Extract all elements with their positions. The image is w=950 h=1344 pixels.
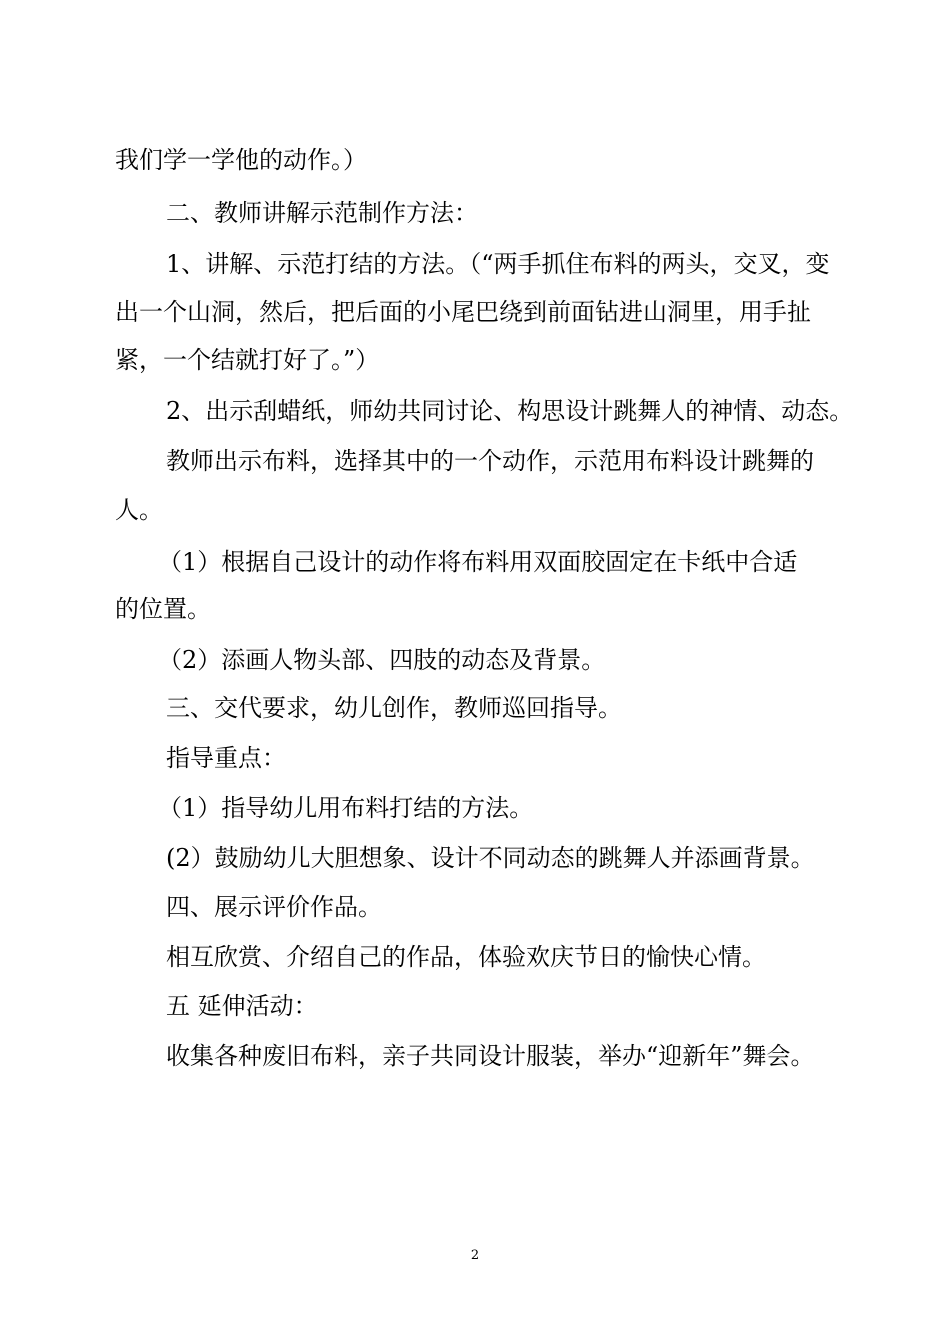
section-heading-4: 四、展示评价作品。	[166, 893, 382, 921]
text-line-19: 收集各种废旧布料，亲子共同设计服装，举办“迎新年”舞会。	[166, 1042, 815, 1070]
text-line-15: (2）鼓励幼儿大胆想象、设计不同动态的跳舞人并添画背景。	[166, 844, 815, 872]
text-line-13: 指导重点：	[166, 744, 286, 772]
section-heading-2: 二、教师讲解示范制作方法：	[166, 199, 478, 227]
text-line-3: 1、讲解、示范打结的方法。（“两手抓住布料的两头，交叉，变	[166, 250, 830, 278]
text-line-5: 紧，一个结就打好了。”）	[115, 346, 380, 374]
text-line-1: 我们学一学他的动作。）	[115, 146, 367, 174]
text-line-10: 的位置。	[115, 595, 211, 623]
text-line-17: 相互欣赏、介绍自己的作品，体验欢庆节日的愉快心情。	[166, 943, 766, 971]
page-number: 2	[470, 1248, 480, 1263]
text-line-6: 2、出示刮蜡纸，师幼共同讨论、构思设计跳舞人的神情、动态。	[166, 397, 854, 425]
text-line-8: 人。	[115, 496, 163, 524]
text-line-4: 出一个山洞，然后，把后面的小尾巴绕到前面钻进山洞里，用手扯	[115, 298, 811, 326]
text-line-11: （2）添画人物头部、四肢的动态及背景。	[158, 646, 606, 674]
text-line-14: （1）指导幼儿用布料打结的方法。	[158, 794, 534, 822]
section-heading-3: 三、交代要求，幼儿创作，教师巡回指导。	[166, 694, 622, 722]
section-heading-5: 五 延伸活动：	[166, 992, 318, 1020]
text-line-9: （1）根据自己设计的动作将布料用双面胶固定在卡纸中合适	[158, 548, 798, 576]
text-line-7: 教师出示布料，选择其中的一个动作，示范用布料设计跳舞的	[166, 447, 814, 475]
